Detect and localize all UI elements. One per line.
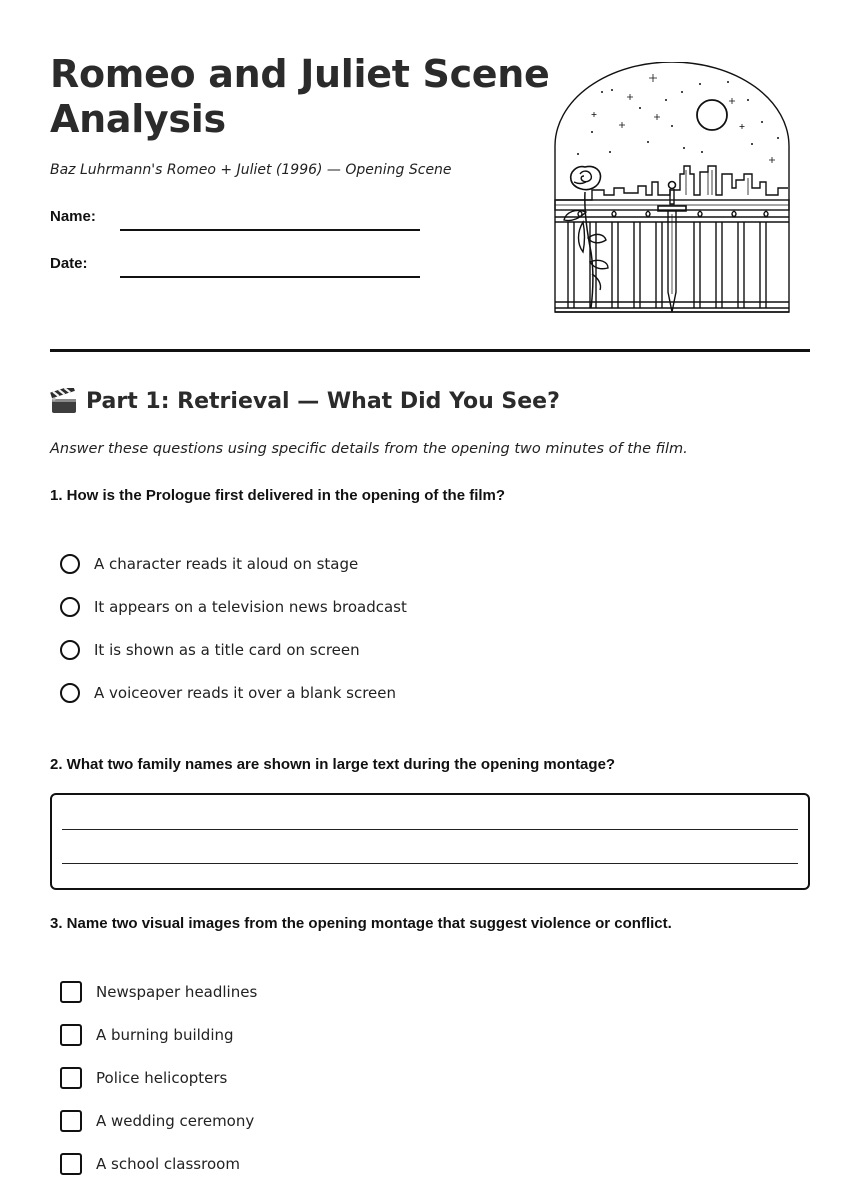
question-2: 2. What two family names are shown in large text during the opening montage? — [50, 756, 616, 773]
q3-option-4[interactable] — [60, 1108, 254, 1134]
question-1: 1. How is the Prologue first delivered in the opening of the film? — [50, 487, 506, 504]
name-label: Name: — [50, 208, 96, 225]
date-label: Date: — [50, 255, 88, 272]
instructions: Answer these questions using specific details from the opening two minutes of the film. — [50, 441, 688, 457]
q3-option-2[interactable] — [60, 1022, 234, 1048]
name-field[interactable] — [120, 229, 420, 231]
option-label: It is shown as a title card on screen — [94, 641, 360, 659]
radio-button[interactable] — [60, 554, 80, 574]
option-label: A voiceover reads it over a blank screen — [94, 684, 397, 702]
page-title: Romeo and Juliet Scene Analysis — [50, 52, 550, 141]
checkbox[interactable] — [60, 981, 82, 1003]
q1-option-3[interactable] — [60, 637, 360, 663]
q2-answer-box[interactable] — [50, 793, 810, 890]
option-label: A wedding ceremony — [96, 1112, 255, 1130]
subtitle: Baz Luhrmann's Romeo + Juliet (1996) — Opening Scene — [50, 162, 452, 178]
question-3: 3. Name two visual images from the opening montage that suggest violence or conflict. — [50, 915, 672, 932]
radio-button[interactable] — [60, 597, 80, 617]
option-label: A burning building — [96, 1026, 234, 1044]
q3-option-5[interactable] — [60, 1151, 240, 1177]
section-heading — [50, 388, 560, 414]
option-label: It appears on a television news broadcast — [94, 598, 407, 616]
radio-button[interactable] — [60, 640, 80, 660]
date-field[interactable] — [120, 276, 420, 278]
q1-option-4[interactable] — [60, 680, 396, 706]
q3-option-1[interactable] — [60, 979, 257, 1005]
q1-option-1[interactable] — [60, 551, 358, 577]
clapperboard-icon — [50, 388, 78, 414]
checkbox[interactable] — [60, 1153, 82, 1175]
option-label: A character reads it aloud on stage — [94, 555, 359, 573]
q1-option-2[interactable] — [60, 594, 407, 620]
answer-line — [62, 829, 798, 830]
option-label: Police helicopters — [96, 1069, 228, 1087]
checkbox[interactable] — [60, 1024, 82, 1046]
section-heading-text: Part 1: Retrieval — What Did You See? — [86, 388, 560, 414]
section-divider — [50, 349, 810, 352]
option-label: Newspaper headlines — [96, 983, 258, 1001]
q3-option-3[interactable] — [60, 1065, 227, 1091]
option-label: A school classroom — [96, 1155, 240, 1173]
radio-button[interactable] — [60, 683, 80, 703]
answer-line — [62, 863, 798, 864]
balcony-illustration — [552, 62, 792, 314]
checkbox[interactable] — [60, 1110, 82, 1132]
checkbox[interactable] — [60, 1067, 82, 1089]
